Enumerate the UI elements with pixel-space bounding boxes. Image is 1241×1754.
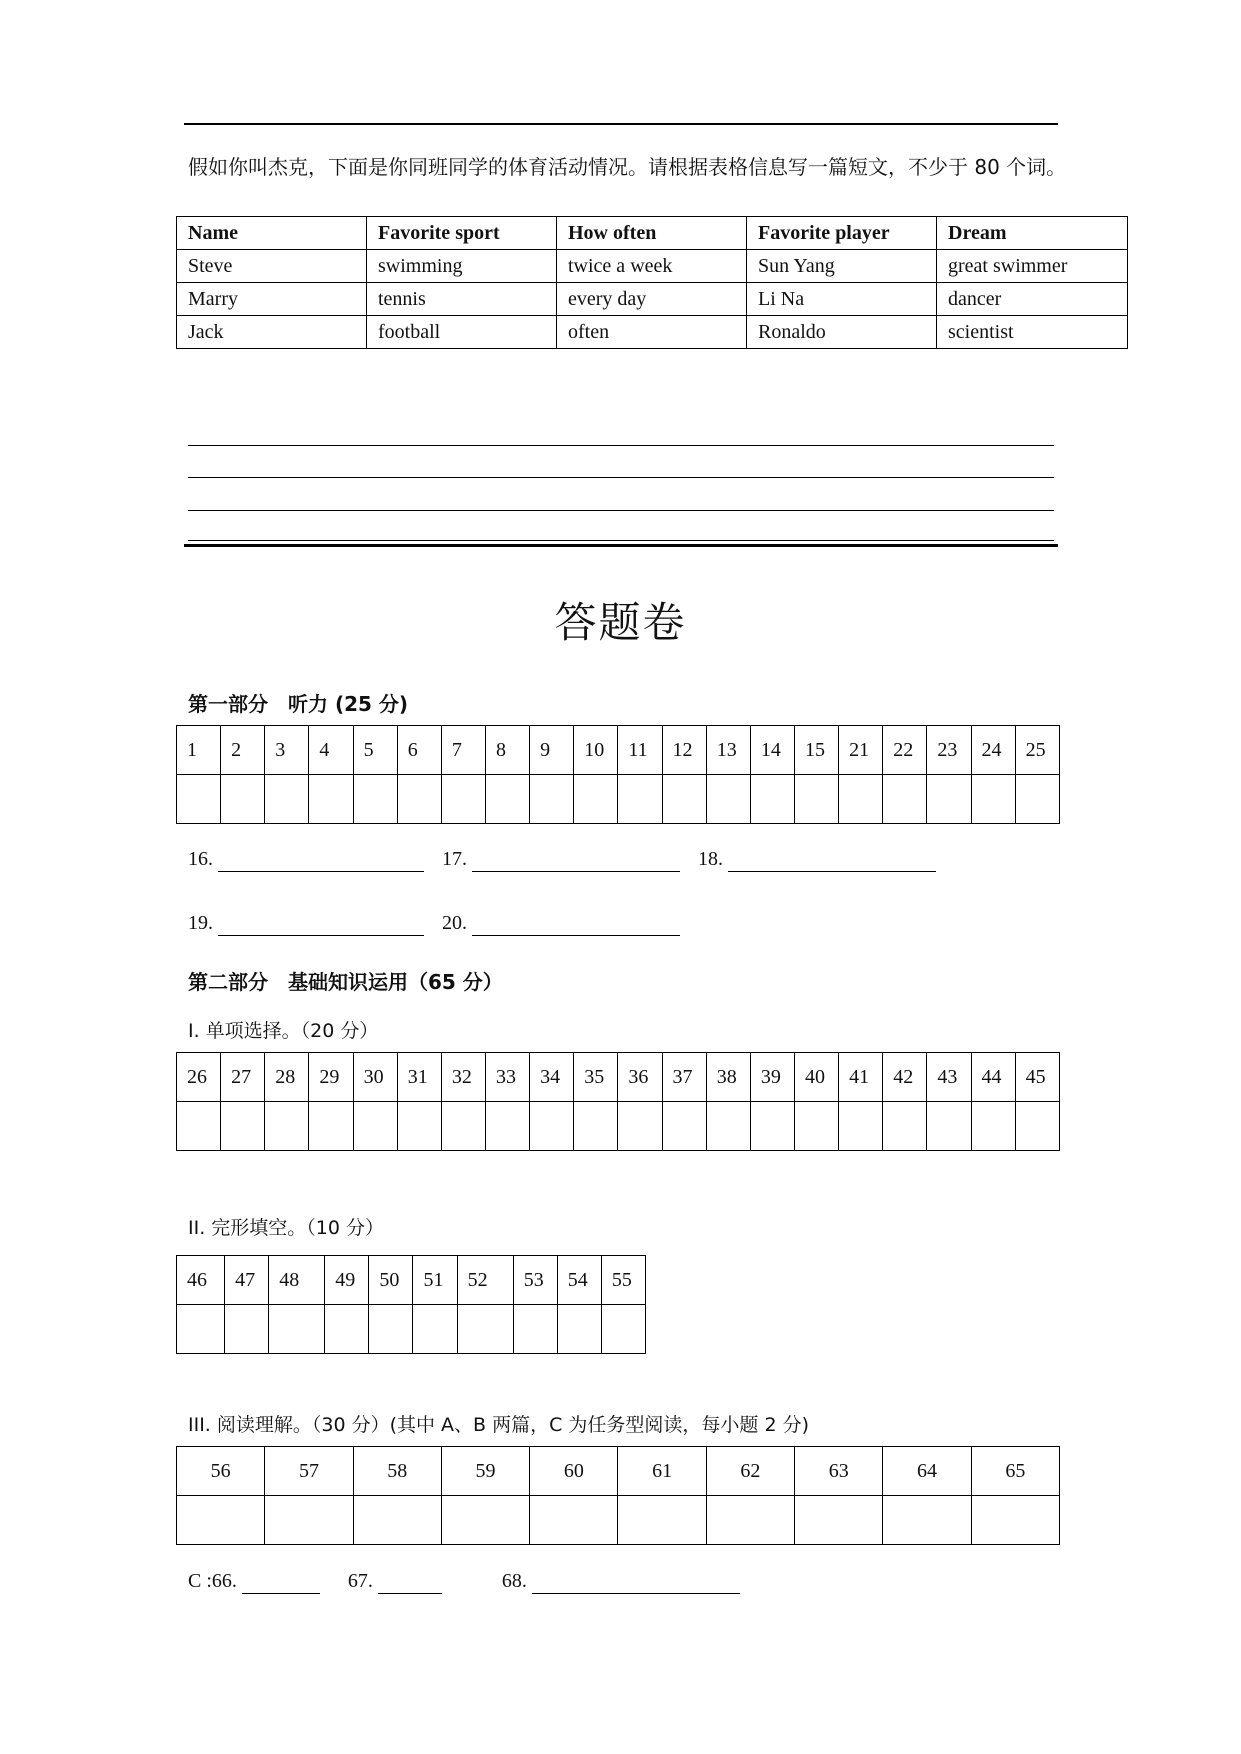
top-rule [184,123,1058,125]
part2-heading: 第二部分 基础知识运用（65 分） [188,970,503,994]
question-number: 58 [353,1447,441,1496]
question-number: 24 [971,726,1015,775]
question-number: 62 [706,1447,794,1496]
table-cell: football [367,316,557,349]
answer-cell[interactable] [794,1102,838,1151]
question-number: 35 [574,1053,618,1102]
question-number: 63 [795,1447,883,1496]
answer-cell[interactable] [530,1102,574,1151]
answer-cell[interactable] [530,1496,618,1545]
fill-blank-19[interactable] [218,912,424,936]
answer-row [177,775,1060,824]
answer-cell[interactable] [618,775,662,824]
question-number: 32 [441,1053,485,1102]
table-row [177,316,1128,349]
writing-line[interactable] [188,540,1054,541]
question-number-row [177,1447,1060,1496]
question-number: 45 [1015,1053,1059,1102]
question-number: 50 [369,1256,413,1305]
answer-cell[interactable] [269,1305,325,1354]
table-cell: Jack [177,316,367,349]
question-number: 8 [485,726,529,775]
question-number: 3 [265,726,309,775]
question-number: 27 [221,1053,265,1102]
answer-cell[interactable] [353,1102,397,1151]
fill-label-16: 16. [188,848,213,870]
question-number: 43 [927,1053,971,1102]
answer-cell[interactable] [618,1102,662,1151]
answer-cell[interactable] [265,1102,309,1151]
single-choice-answer-grid [176,1052,1060,1151]
writing-prompt: 假如你叫杰克，下面是你同班同学的体育活动情况。请根据表格信息写一篇短文，不少于 80 个词。 [188,155,1067,179]
answer-cell[interactable] [706,775,750,824]
answer-row [177,1305,646,1354]
answer-cell[interactable] [397,1102,441,1151]
answer-cell[interactable] [325,1305,369,1354]
answer-cell[interactable] [971,775,1015,824]
answer-sheet-title: 答题卷 [554,598,687,647]
question-number: 31 [397,1053,441,1102]
reading-answer-grid [176,1446,1060,1545]
question-number: 57 [265,1447,353,1496]
question-number: 60 [530,1447,618,1496]
answer-cell[interactable] [221,1102,265,1151]
question-number: 46 [177,1256,225,1305]
fill-label-68: 68. [501,1570,527,1592]
question-number: 52 [457,1256,513,1305]
answer-cell[interactable] [177,1496,265,1545]
question-number: 56 [177,1447,265,1496]
answer-cell[interactable] [530,775,574,824]
question-number-row [177,726,1060,775]
question-number: 7 [441,726,485,775]
answer-cell[interactable] [574,775,618,824]
answer-cell[interactable] [795,1496,883,1545]
answer-cell[interactable] [441,1496,529,1545]
question-number: 23 [927,726,971,775]
answer-cell[interactable] [662,775,706,824]
fill-blank-68[interactable] [532,1570,740,1594]
answer-cell[interactable] [883,1102,927,1151]
question-number-row [177,1053,1060,1102]
question-number: 26 [177,1053,221,1102]
question-number: 9 [530,726,574,775]
fill-label-20: 20. [442,912,467,934]
listening-answer-grid [176,725,1060,824]
fill-label-18: 18. [698,848,723,870]
question-number: 1 [177,726,221,775]
question-number: 41 [839,1053,883,1102]
fill-label-17: 17. [442,848,467,870]
question-number: 38 [706,1053,750,1102]
answer-cell[interactable] [662,1102,706,1151]
answer-cell[interactable] [618,1496,706,1545]
section2-label: II. 完形填空。（10 分） [188,1217,385,1239]
answer-cell[interactable] [706,1496,794,1545]
fill-blank-18[interactable] [728,848,936,872]
table-cell: Li Na [747,283,937,316]
answer-cell[interactable] [369,1305,413,1354]
question-number: 40 [794,1053,838,1102]
header-dream: Dream [937,217,1128,250]
table-cell: great swimmer [937,250,1128,283]
answer-row [177,1102,1060,1151]
question-number: 12 [662,726,706,775]
fill-label-67: 67. [347,1570,373,1592]
answer-cell[interactable] [601,1305,645,1354]
answer-cell[interactable] [557,1305,601,1354]
question-number: 4 [309,726,353,775]
answer-cell[interactable] [839,775,883,824]
table-row [177,283,1128,316]
answer-cell[interactable] [706,1102,750,1151]
question-number: 5 [353,726,397,775]
answer-cell[interactable] [353,1496,441,1545]
answer-cell[interactable] [177,1305,225,1354]
cloze-answer-grid [176,1255,646,1354]
question-number: 49 [325,1256,369,1305]
question-number: 28 [265,1053,309,1102]
answer-cell[interactable] [441,775,485,824]
writing-line[interactable] [188,445,1054,446]
question-number: 25 [1015,726,1059,775]
answer-cell[interactable] [177,1102,221,1151]
question-number: 2 [221,726,265,775]
question-number: 11 [618,726,662,775]
fill-blank-17[interactable] [472,848,680,872]
table-cell: twice a week [557,250,747,283]
question-number: 53 [513,1256,557,1305]
answer-cell[interactable] [794,775,838,824]
header-favorite-sport: Favorite sport [367,217,557,250]
question-number: 54 [557,1256,601,1305]
question-number-row [177,1256,646,1305]
answer-cell[interactable] [265,1496,353,1545]
answer-cell[interactable] [513,1305,557,1354]
fill-blank-66[interactable] [242,1570,320,1594]
question-number: 15 [794,726,838,775]
question-number: 65 [971,1447,1059,1496]
table-cell: Steve [177,250,367,283]
question-number: 64 [883,1447,971,1496]
question-number: 33 [485,1053,529,1102]
answer-cell[interactable] [883,775,927,824]
question-number: 42 [883,1053,927,1102]
answer-cell[interactable] [441,1102,485,1151]
answer-cell[interactable] [750,775,794,824]
question-number: 39 [750,1053,794,1102]
writing-line[interactable] [188,510,1054,511]
answer-cell[interactable] [225,1305,269,1354]
question-number: 22 [883,726,927,775]
section-divider [184,544,1058,547]
question-number: 14 [750,726,794,775]
answer-cell[interactable] [309,775,353,824]
table-row [177,250,1128,283]
table-header-row [177,217,1128,250]
question-number: 55 [601,1256,645,1305]
answer-cell[interactable] [1015,775,1059,824]
answer-cell[interactable] [457,1305,513,1354]
answer-cell[interactable] [927,775,971,824]
answer-cell[interactable] [839,1102,883,1151]
question-number: 13 [706,726,750,775]
fill-blank-20[interactable] [472,912,680,936]
question-number: 61 [618,1447,706,1496]
answer-cell[interactable] [971,1496,1059,1545]
section1-label: Ⅰ. 单项选择。（20 分） [188,1020,379,1042]
answer-cell[interactable] [485,775,529,824]
writing-line[interactable] [188,477,1054,478]
table-cell: every day [557,283,747,316]
answer-cell[interactable] [413,1305,457,1354]
answer-row [177,1496,1060,1545]
answer-cell[interactable] [177,775,221,824]
question-number: 51 [413,1256,457,1305]
answer-cell[interactable] [397,775,441,824]
sports-info-table [176,216,1128,349]
section3-label: III. 阅读理解。（30 分）(其中 A、B 两篇，C 为任务型阅读，每小题 2 分) [188,1414,810,1436]
answer-cell[interactable] [309,1102,353,1151]
fill-blank-67[interactable] [378,1570,442,1594]
table-cell: often [557,316,747,349]
answer-cell[interactable] [971,1102,1015,1151]
table-cell: scientist [937,316,1128,349]
answer-cell[interactable] [574,1102,618,1151]
answer-cell[interactable] [1015,1102,1059,1151]
question-number: 6 [397,726,441,775]
part1-heading: 第一部分 听力 (25 分) [188,692,409,716]
answer-cell[interactable] [485,1102,529,1151]
table-cell: swimming [367,250,557,283]
fill-blank-16[interactable] [218,848,424,872]
header-favorite-player: Favorite player [747,217,937,250]
question-number: 48 [269,1256,325,1305]
table-cell: Ronaldo [747,316,937,349]
answer-cell[interactable] [883,1496,971,1545]
table-cell: dancer [937,283,1128,316]
question-number: 44 [971,1053,1015,1102]
question-number: 29 [309,1053,353,1102]
table-cell: tennis [367,283,557,316]
fill-label-66: C :66. [188,1570,237,1592]
header-how-often: How often [557,217,747,250]
answer-cell[interactable] [750,1102,794,1151]
listening-fill-row [188,848,936,872]
question-number: 30 [353,1053,397,1102]
question-number: 37 [662,1053,706,1102]
question-number: 10 [574,726,618,775]
answer-cell[interactable] [265,775,309,824]
answer-cell[interactable] [221,775,265,824]
reading-c-fill-row [188,1570,740,1594]
question-number: 34 [530,1053,574,1102]
question-number: 59 [441,1447,529,1496]
header-name: Name [177,217,367,250]
listening-fill-row [188,912,680,936]
fill-label-19: 19. [188,912,213,934]
answer-cell[interactable] [927,1102,971,1151]
question-number: 21 [839,726,883,775]
table-cell: Marry [177,283,367,316]
table-cell: Sun Yang [747,250,937,283]
answer-cell[interactable] [353,775,397,824]
question-number: 36 [618,1053,662,1102]
question-number: 47 [225,1256,269,1305]
